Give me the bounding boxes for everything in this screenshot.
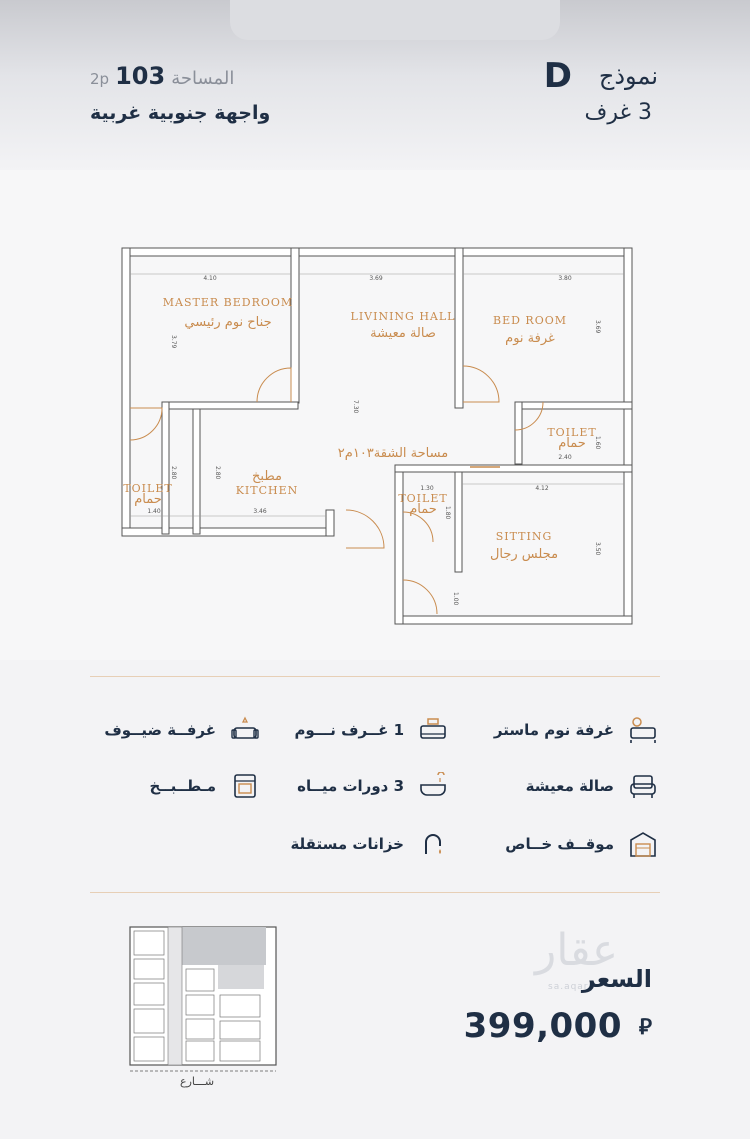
area-label: المساحة — [171, 68, 235, 89]
area-unit: 2p — [90, 70, 110, 88]
room-ar-master: جناح نوم رئيسي — [184, 315, 272, 330]
feature-water-tanks — [290, 830, 448, 858]
street-label: شـــارع — [180, 1075, 215, 1088]
wall-toilet-left — [395, 465, 403, 624]
model-word: نموذج — [598, 62, 658, 90]
wall-entry — [326, 510, 334, 536]
dimension-label: 4.10 — [203, 275, 217, 282]
feature-label: صالة معيشة — [525, 777, 614, 795]
watermark-logo: عقار — [535, 925, 619, 976]
feature-label: 1 غــرف نـــوم — [294, 721, 404, 739]
site-plan-thumbnail — [128, 925, 278, 1075]
wall-master-right — [291, 248, 299, 403]
room-ar-toilet3: حمام — [409, 502, 437, 517]
room-ar-kitchen: مطبخ — [252, 469, 282, 484]
feature-label: موقــف خــاص — [505, 835, 614, 853]
bed-icon — [418, 716, 448, 744]
door-bed — [463, 366, 499, 402]
sofa-photo — [230, 0, 560, 40]
room-en-bedroom: BED ROOM — [492, 314, 568, 327]
feature-label: خزانات مستقلة — [290, 835, 404, 853]
door-toilet1 — [130, 408, 162, 440]
feature-private-parking — [505, 830, 658, 858]
wall-bottom-left — [122, 528, 334, 536]
wall-master-bottom — [166, 402, 298, 409]
apartment-area-note: مساحة الشقة١٠٣م٢ — [337, 446, 449, 461]
feature-label: غرفة نوم ماستر — [493, 721, 614, 739]
dimension-label: 1.30 — [420, 485, 434, 492]
water-tap-icon — [418, 830, 448, 858]
dimension-label: 3.50 — [594, 542, 601, 556]
currency-symbol: ⃁ — [638, 1015, 652, 1040]
watermark-sub: sa.aqar — [548, 982, 589, 992]
wall-top — [122, 248, 632, 256]
price-value: 399,000 — [463, 1006, 622, 1046]
master-bed-icon — [628, 716, 658, 744]
door-sitting — [403, 580, 437, 614]
room-en-sitting: SITTING — [495, 530, 553, 543]
room-en-toilet1: TOILET — [123, 482, 173, 495]
door-entry — [346, 510, 384, 548]
dimension-label: 7.30 — [352, 400, 359, 414]
room-en-kitchen: KITCHEN — [235, 484, 299, 497]
wall-bed-bottom — [515, 402, 632, 409]
feature-master-bedroom — [494, 716, 658, 744]
dimension-label: 1.40 — [147, 508, 161, 515]
room-ar-bedroom: غرفة نوم — [505, 331, 555, 346]
feature-label: غرفــة ضيــوف — [104, 721, 216, 739]
wall-kitchen-left — [193, 409, 200, 534]
feature-label: مـطــبــخ — [149, 777, 216, 795]
room-en-toilet3: TOILET — [398, 492, 448, 505]
dimension-label: 1.80 — [444, 506, 451, 520]
dimension-label: 3.79 — [170, 335, 177, 349]
room-ar-living: صالة معيشة — [370, 326, 436, 341]
wall-right-lower — [624, 470, 632, 622]
feature-bathrooms — [297, 772, 448, 800]
wall-bed-left — [455, 248, 463, 408]
area-info — [90, 62, 234, 90]
wall-right-upper — [624, 248, 632, 468]
dimension-label: 1.60 — [594, 436, 601, 450]
room-ar-toilet2: حمام — [558, 436, 586, 451]
dimension-label: 3.80 — [558, 275, 572, 282]
oven-icon — [230, 772, 260, 800]
dimension-label: 2.40 — [558, 454, 572, 461]
wall-toilet2-left — [515, 402, 522, 464]
feature-kitchen — [150, 772, 260, 800]
sofa-icon — [230, 716, 260, 744]
wall-toilet1-right — [162, 402, 169, 534]
feature-living-hall — [526, 772, 658, 800]
wall-sitting-top — [395, 465, 632, 472]
facade-direction: واجهة جنوبية غربية — [90, 102, 271, 124]
room-ar-toilet1: حمام — [134, 492, 162, 507]
dimension-label: 4.12 — [535, 485, 549, 492]
room-ar-sitting: مجلس رجال — [489, 547, 559, 562]
dimension-label: 2.80 — [170, 466, 177, 480]
door-master — [257, 368, 291, 402]
divider-bottom — [90, 892, 660, 893]
dimension-label: 3.69 — [369, 275, 383, 282]
garage-icon — [628, 830, 658, 858]
bathtub-icon — [418, 772, 448, 800]
floor-plan — [0, 170, 750, 660]
room-en-living: LIVINING HALL — [350, 310, 456, 323]
model-letter: D — [543, 56, 572, 96]
dimension-label: 1.00 — [452, 592, 459, 606]
floor-plan-panel — [0, 170, 750, 660]
feature-guest-room — [104, 716, 260, 744]
room-en-master: MASTER BEDROOM — [162, 296, 294, 309]
armchair-icon — [628, 772, 658, 800]
feature-bedrooms — [294, 716, 448, 744]
wall-sitting-left — [455, 472, 462, 572]
price-label: السعر — [581, 965, 652, 993]
room-en-toilet2: TOILET — [547, 426, 597, 439]
rooms-count: 3 غرف — [584, 100, 652, 125]
feature-label: 3 دورات ميــاه — [297, 777, 404, 795]
dimension-label: 3.69 — [594, 320, 601, 334]
wall-bottom-right — [395, 616, 632, 624]
dimension-label: 2.80 — [214, 466, 221, 480]
dimension-label: 3.46 — [253, 508, 267, 515]
divider-top — [90, 676, 660, 677]
area-value: 103 — [115, 62, 166, 90]
